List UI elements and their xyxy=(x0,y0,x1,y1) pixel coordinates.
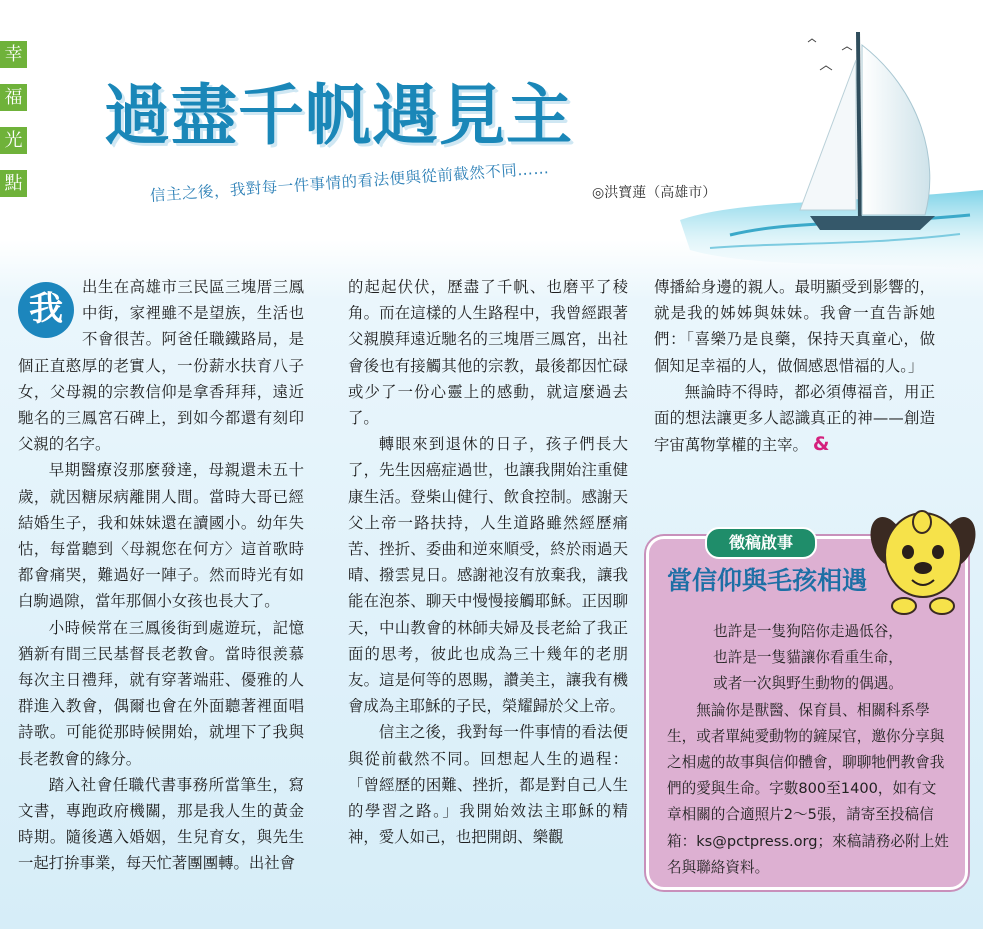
paragraph: 早期醫療沒那麼發達，母親還未五十歲，就因糖尿病離開人間。當時大哥已經結婚生子，我和妹妹還在讀國小。幼年失怙，每當聽到〈母親您在何方〉這首歌時都會痛哭，難過好一陣子。然而時光有如白駒過隙，當年那個小女孩也長大了。 xyxy=(18,461,304,611)
drop-cap: 我 xyxy=(18,282,74,338)
paragraph: 小時候常在三鳳後街到處遊玩，記憶猶新有間三民基督長老教會。當時很羨慕每次主日禮拜，就有穿著端莊、優雅的人群進入教會，偶爾也會在外面聽著裡面唱詩歌。可能從那時候開始，就埋下了我與長老教會的緣分。 xyxy=(18,618,304,768)
paragraph: 踏入社會任職代書事務所當筆生，寫文書，專跑政府機關，那是我人生的黃金時期。隨後邁入婚姻，生兒育女，與先生一起打拚事業，每天忙著團團轉。出社會 xyxy=(18,775,304,873)
article-column-1 xyxy=(18,274,304,877)
end-mark-icon: & xyxy=(812,433,830,456)
notice-title: 當信仰與毛孩相遇 xyxy=(667,566,868,595)
sailboat-illustration xyxy=(670,20,983,280)
paragraph: 轉眼來到退休的日子，孩子們長大了，先生因癌症過世，也讓我開始注重健康生活。登柴山健行、飲食控制。感謝天父上帝一路扶持，人生道路雖然經歷痛苦、挫折、委曲和逆來順受，終於雨過天晴、撥雲見日。感謝祂沒有放棄我，讓我能在泡茶、聊天中慢慢接觸耶穌。正因聊天，中山教會的林師夫婦及長老給了我正面的思考，彼此也成為三十幾年的老朋友。這是何等的恩賜，讚美主，讓我有機會成為主耶穌的子民，榮耀歸於父上帝。 xyxy=(348,435,628,716)
side-tag-char-3: 光 xyxy=(0,127,27,154)
article-subtitle: 信主之後，我對每一件事情的看法便與從前截然不同…… xyxy=(149,159,550,205)
author-byline: ◎洪寶蓮（高雄市） xyxy=(592,185,717,201)
notice-line: 也許是一隻貓讓你看重生命， xyxy=(713,649,903,667)
side-tag-char-2: 福 xyxy=(0,84,27,111)
notice-paragraph: 無論你是獸醫、保育員、相關科系學生，或者單純愛動物的鏟屎官，邀你分享與之相處的故事與信仰體會，聊聊牠們教會我們的愛與生命。字數800至1400，如有文章相關的合適照片2～5張，請寄至投稿信箱：ks@pctpress.org；來稿請務必附上姓名與聯絡資料。 xyxy=(667,701,949,876)
paragraph: 出生在高雄市三民區三塊厝三鳳中街，家裡雖不是望族，生活也不會很苦。阿爸任職鐵路局，是個正直憨厚的老實人，一份薪水扶育八子女，父母親的宗教信仰是拿香拜拜，遠近馳名的三鳳宮石碑上，到如今都還有刻印父親的名字。 xyxy=(18,278,304,454)
notice-line: 或者一次與野生動物的偶遇。 xyxy=(713,675,903,693)
side-tag-char-1: 幸 xyxy=(0,41,27,68)
side-tag-char-4: 點 xyxy=(0,170,27,197)
article-column-2 xyxy=(348,274,628,850)
paragraph: 信主之後，我對每一件事情的看法便與從前截然不同。回想起人生的過程：「曾經歷的困難、挫折，都是對自己人生的學習之路。」我開始效法主耶穌的精神，愛人如己，也把開朗、樂觀 xyxy=(348,723,628,847)
notice-body xyxy=(667,619,949,881)
paragraph-text: 無論時不得時，都必須傳福音，用正面的想法讓更多人認識真正的神——創造宇宙萬物掌權的主宰。 xyxy=(654,382,935,455)
paragraph-final xyxy=(654,379,935,459)
dog-mascot-icon xyxy=(866,500,978,618)
notice-badge: 徵稿啟事 xyxy=(705,527,817,559)
paragraph: 的起起伏伏，歷盡了千帆、也磨平了稜角。而在這樣的人生路程中，我曾經跟著父親膜拜遠近馳名的三塊厝三鳳宮，出社會後也有接觸其他的宗教，最後都因忙碌或少了一份心靈上的感動，就這麼過去了。 xyxy=(348,278,628,428)
notice-line: 也許是一隻狗陪你走過低谷， xyxy=(713,623,903,640)
article-title: 過盡千帆遇見主 xyxy=(104,77,573,154)
article-column-3 xyxy=(654,274,935,458)
paragraph: 傳播給身邊的親人。最明顯受到影響的，就是我的姊姊與妹妹。我會一直告訴她們：「喜樂乃是良藥，保持天真童心，做個知足幸福的人，做個感恩惜福的人。」 xyxy=(654,278,935,375)
